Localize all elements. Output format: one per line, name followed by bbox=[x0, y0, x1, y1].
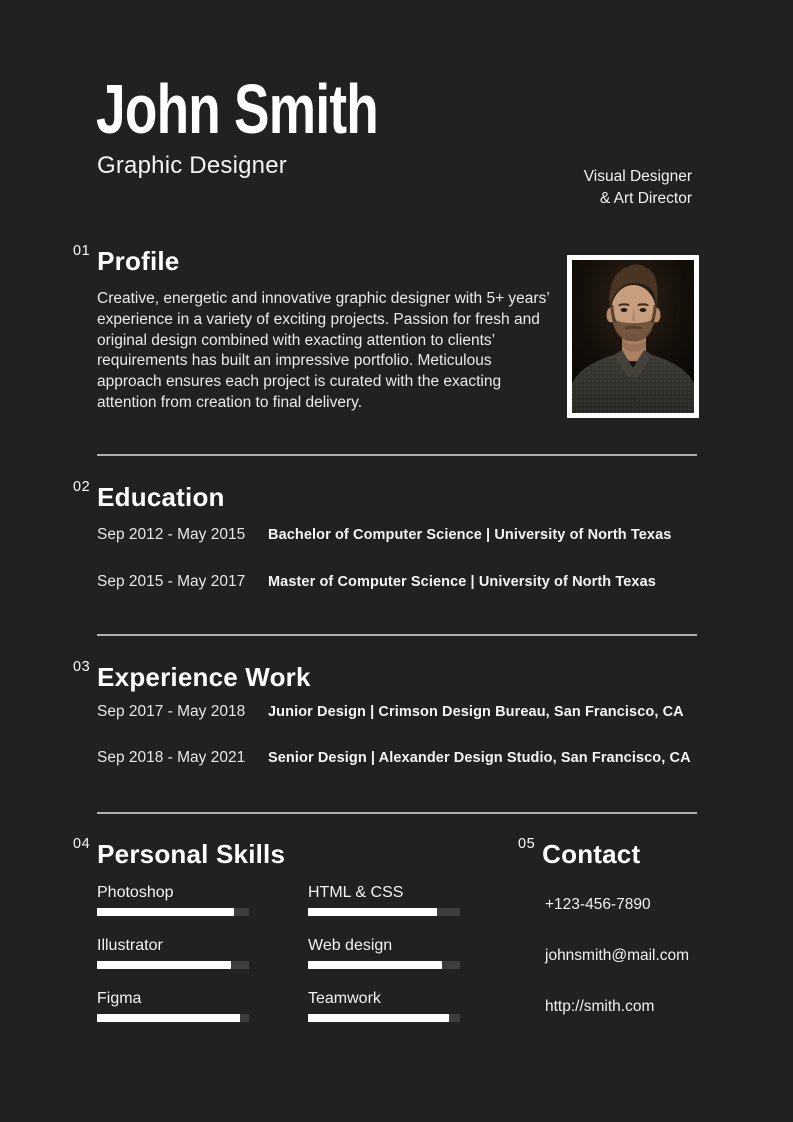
skill-bar-track bbox=[308, 908, 460, 916]
skill-bar-fill bbox=[308, 908, 437, 916]
education-section-title: Education bbox=[97, 482, 225, 512]
tagline-line1: Visual Designer bbox=[583, 168, 692, 185]
skill-bar-track bbox=[97, 961, 249, 969]
skill-label: Illustrator bbox=[97, 937, 163, 954]
experience-list bbox=[97, 703, 742, 795]
person-name: John Smith bbox=[96, 70, 379, 148]
skill-label: Photoshop bbox=[97, 884, 174, 901]
section-divider bbox=[97, 454, 697, 456]
experience-description: Junior Design | Crimson Design Bureau, San Francisco, CA bbox=[268, 704, 684, 720]
skill-label: Figma bbox=[97, 990, 142, 1007]
experience-dates: Sep 2017 - May 2018 bbox=[97, 703, 246, 720]
contact-phone[interactable]: +123-456-7890 bbox=[545, 896, 651, 913]
education-item bbox=[97, 573, 742, 591]
skill-label: HTML & CSS bbox=[308, 884, 404, 901]
education-heading bbox=[73, 480, 225, 510]
contact-website[interactable]: http://smith.com bbox=[545, 998, 655, 1015]
education-section-number: 02 bbox=[73, 479, 91, 495]
contact-email[interactable]: johnsmith@mail.com bbox=[545, 947, 690, 964]
skill-bar-fill bbox=[97, 961, 231, 969]
skill-label: Web design bbox=[308, 937, 393, 954]
experience-heading bbox=[73, 660, 311, 690]
experience-item bbox=[97, 703, 742, 721]
contact-section-number: 05 bbox=[518, 836, 536, 852]
contact-list bbox=[545, 896, 689, 1049]
profile-heading bbox=[73, 244, 179, 274]
skill-item bbox=[308, 883, 460, 916]
experience-section-title: Experience Work bbox=[97, 662, 311, 692]
person-job-title: Graphic Designer bbox=[97, 152, 287, 179]
skill-bar-fill bbox=[308, 961, 442, 969]
portrait-photo bbox=[567, 255, 699, 418]
experience-dates: Sep 2018 - May 2021 bbox=[97, 749, 246, 766]
experience-section-number: 03 bbox=[73, 659, 91, 675]
experience-description: Senior Design | Alexander Design Studio, San Francisco, CA bbox=[268, 750, 691, 766]
skill-item bbox=[97, 936, 249, 969]
education-description: Master of Computer Science | University of North Texas bbox=[268, 574, 656, 590]
tagline-line2: & Art Director bbox=[599, 189, 692, 207]
skills-heading bbox=[73, 837, 285, 867]
profile-section-number: 01 bbox=[73, 243, 91, 259]
education-dates: Sep 2012 - May 2015 bbox=[97, 526, 246, 543]
education-description: Bachelor of Computer Science | University of North Texas bbox=[268, 527, 672, 543]
section-divider bbox=[97, 634, 697, 636]
contact-section-title: Contact bbox=[542, 839, 641, 869]
skill-item bbox=[308, 989, 460, 1022]
experience-item bbox=[97, 749, 742, 767]
section-divider bbox=[97, 812, 697, 814]
skill-bar-fill bbox=[308, 1014, 449, 1022]
skills-column-right bbox=[308, 883, 460, 1042]
skills-section-number: 04 bbox=[73, 836, 91, 852]
skill-item bbox=[97, 989, 249, 1022]
skills-grid bbox=[97, 883, 460, 1042]
education-item bbox=[97, 526, 742, 544]
education-dates: Sep 2015 - May 2017 bbox=[97, 573, 246, 590]
tagline bbox=[584, 166, 692, 209]
skill-bar-track bbox=[97, 1014, 249, 1022]
skills-section-title: Personal Skills bbox=[97, 839, 286, 869]
skill-bar-track bbox=[308, 1014, 460, 1022]
contact-heading bbox=[518, 837, 640, 867]
profile-text: Creative, energetic and innovative graphic designer with 5+ years’ experience in a variety of exciting projects. Passion for fresh and original design combined with exacting attention to clients’ requirements has built an impressive portfolio. Meticulous approach ensures each project is curated with the exacting attention from creation to final delivery. bbox=[97, 290, 550, 411]
skill-label: Teamwork bbox=[308, 990, 381, 1007]
skill-item bbox=[97, 883, 249, 916]
skill-item bbox=[308, 936, 460, 969]
skill-bar-fill bbox=[97, 908, 234, 916]
portrait-illustration bbox=[572, 260, 694, 413]
profile-section-title: Profile bbox=[97, 246, 180, 276]
skill-bar-fill bbox=[97, 1014, 240, 1022]
education-list bbox=[97, 526, 742, 620]
skill-bar-track bbox=[97, 908, 249, 916]
skill-bar-track bbox=[308, 961, 460, 969]
skills-column-left bbox=[97, 883, 249, 1042]
